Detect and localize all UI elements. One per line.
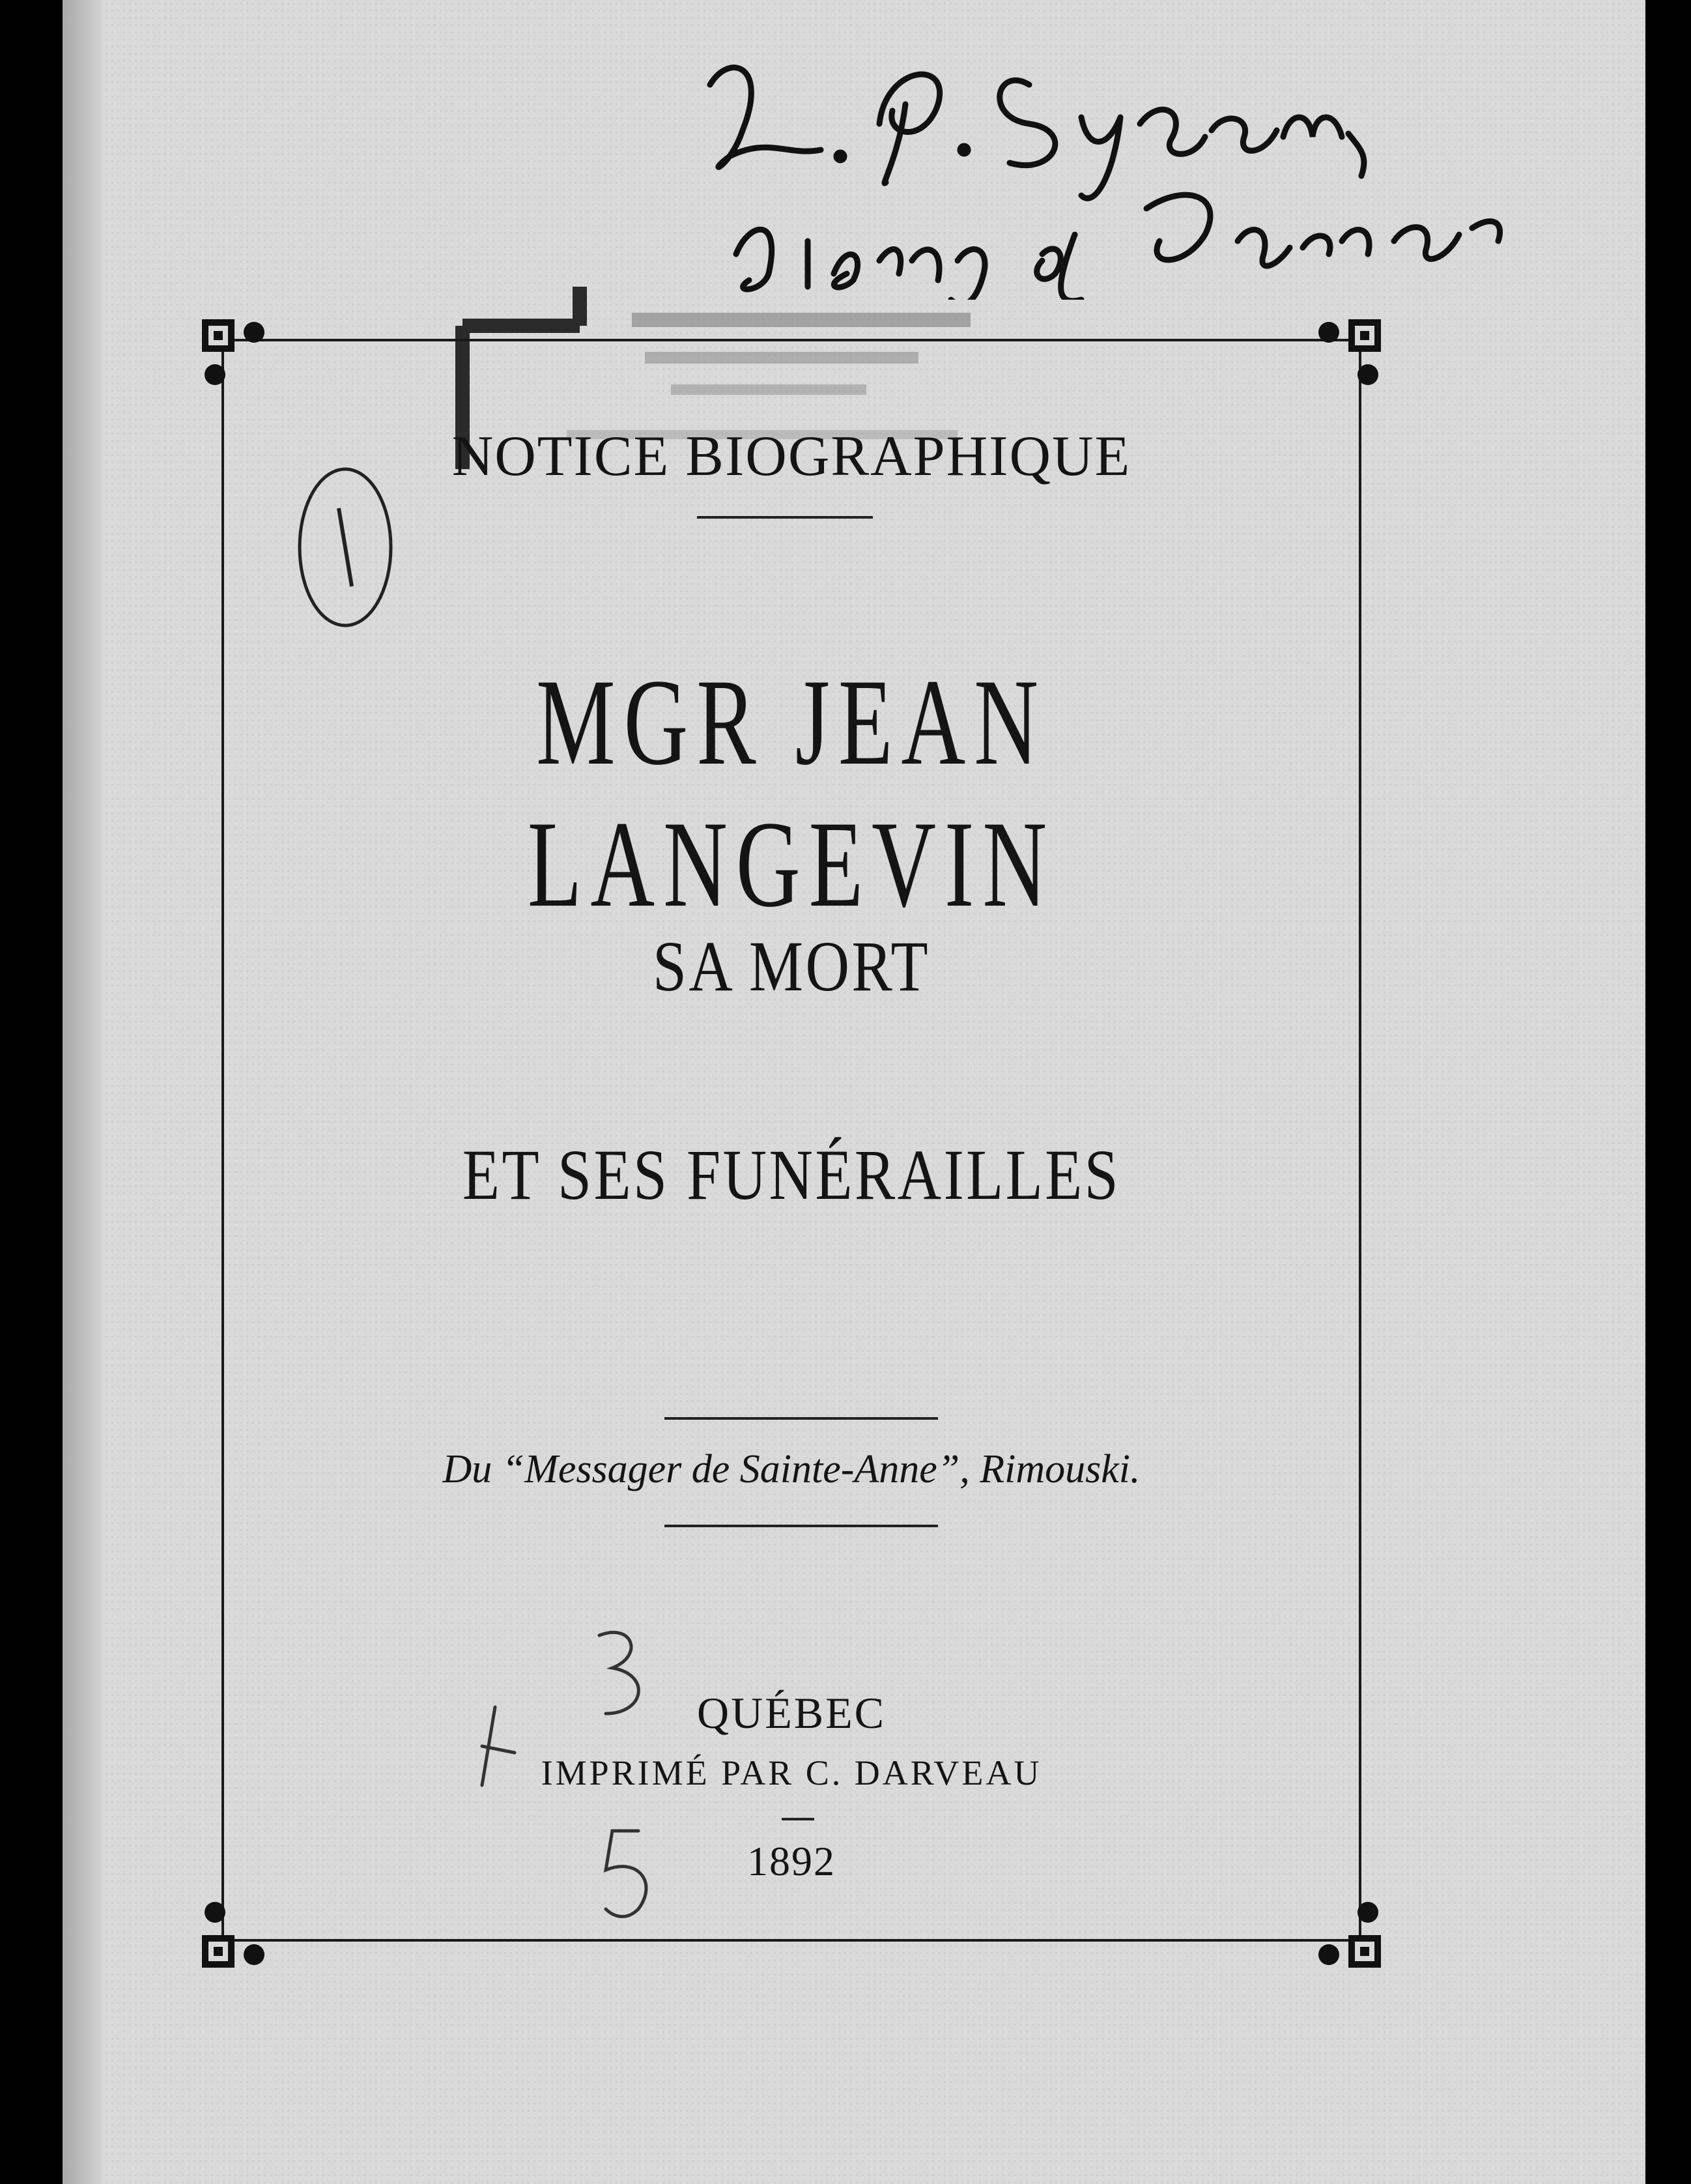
imprint-city: QUÉBEC	[697, 1688, 886, 1738]
imprint-year: 1892	[747, 1838, 836, 1884]
heading-rule	[697, 516, 873, 519]
corner-ornament-icon	[1303, 1889, 1387, 1974]
imprint-printer: IMPRIMÉ PAR C. DARVEAU	[541, 1753, 1042, 1792]
corner-ornament-icon	[195, 1889, 280, 1974]
subtitle-line2: ET SES FUNÉRAILLES	[462, 1135, 1121, 1214]
corner-ornament-icon	[195, 313, 280, 397]
divider-rule	[664, 1525, 938, 1527]
corner-ornament-icon	[1303, 313, 1387, 397]
handwritten-signature	[690, 26, 1550, 300]
source-line: Du “Messager de Sainte-Anne”, Rimouski.	[442, 1447, 1141, 1491]
imprint-dash	[782, 1818, 814, 1820]
paper-left-edge	[63, 0, 102, 2184]
subtitle-line1: SA MORT	[652, 927, 931, 1006]
document-title: MGR JEAN LANGEVIN	[527, 654, 1056, 933]
heading: NOTICE BIOGRAPHIQUE	[451, 425, 1131, 488]
divider-rule	[664, 1417, 938, 1420]
